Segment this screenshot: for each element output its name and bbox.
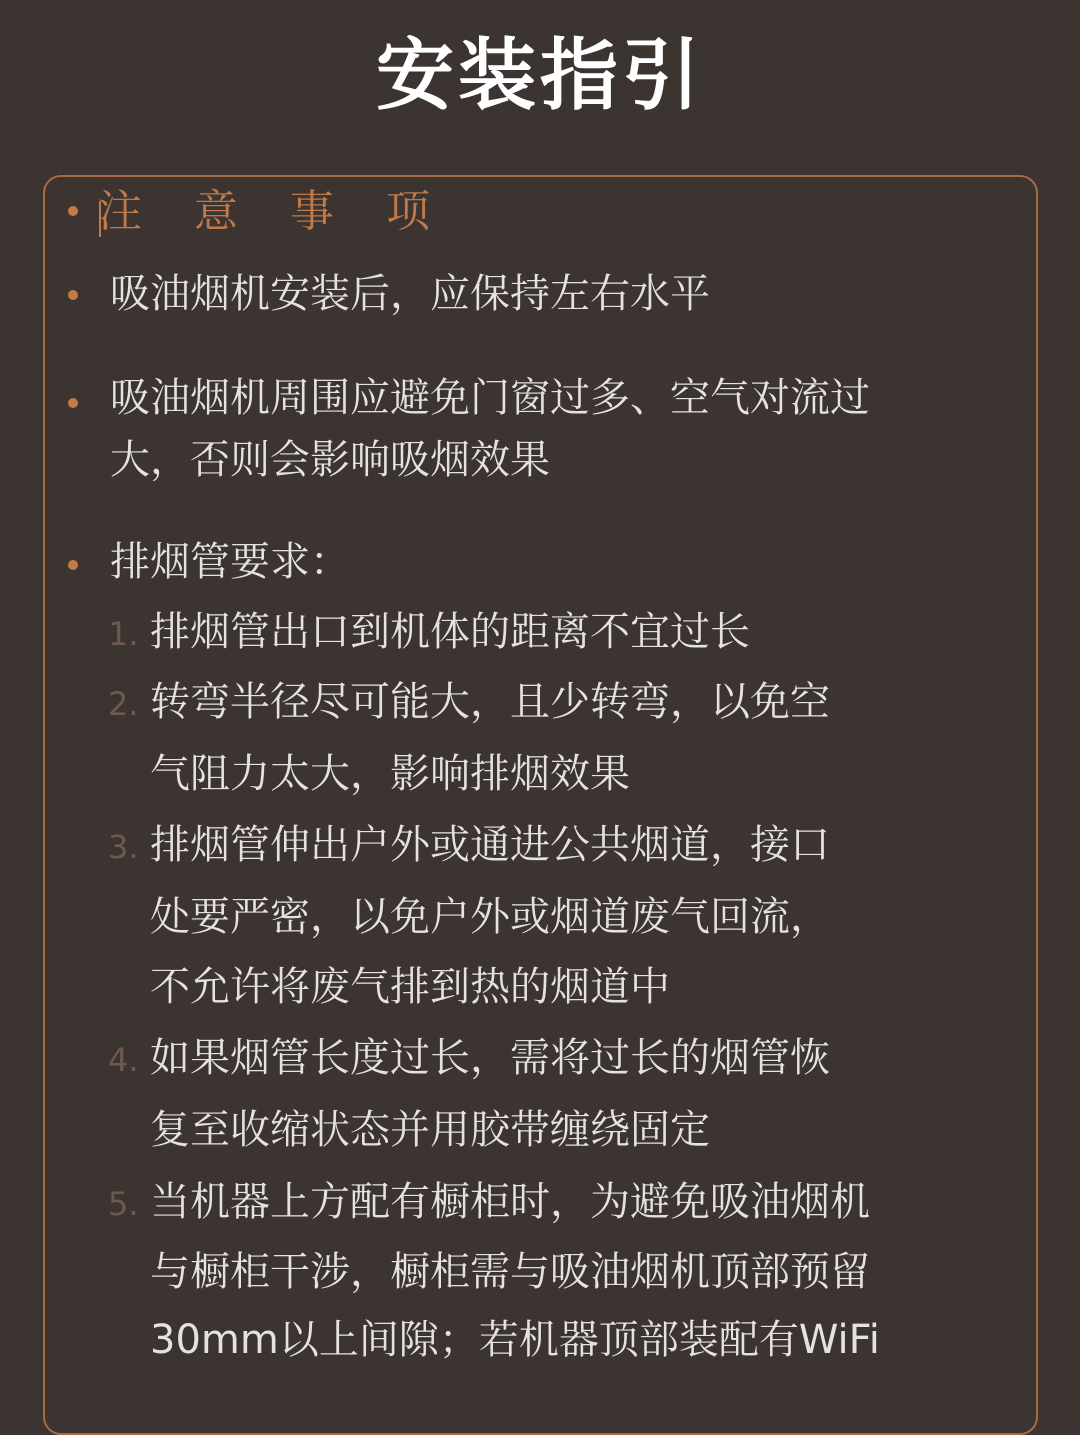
requirement-number: 5. (108, 1185, 139, 1223)
requirement-number: 2. (108, 685, 139, 723)
page-title: 安装指引 (375, 31, 704, 121)
requirement-number: 4. (108, 1041, 139, 1079)
requirement-number: 3. (108, 828, 139, 866)
requirement-text: 排烟管伸出户外或通进公共烟道，接口 (150, 822, 830, 868)
bullet-dot (68, 290, 78, 300)
bullet-dot (68, 560, 78, 570)
requirement-text: 当机器上方配有橱柜时，为避免吸油烟机 (150, 1179, 870, 1225)
bullet-text: 大，否则会影响吸烟效果 (110, 437, 550, 483)
bullet-text: 吸油烟机安装后，应保持左右水平 (110, 271, 710, 317)
requirement-number: 1. (108, 615, 139, 653)
bullet-text: 吸油烟机周围应避免门窗过多、空气对流过 (110, 375, 870, 421)
requirement-text: 复至收缩状态并用胶带缠绕固定 (150, 1107, 710, 1153)
bullet-text: 排烟管要求： (110, 539, 350, 585)
requirement-text: 30mm以上间隙；若机器顶部装配有WiFi (150, 1317, 880, 1363)
requirement-text: 与橱柜干涉，橱柜需与吸油烟机顶部预留 (150, 1249, 870, 1295)
requirement-text: 气阻力太大，影响排烟效果 (150, 751, 630, 797)
notice-card (43, 175, 1038, 1435)
notice-heading: 注意事项 (98, 186, 482, 237)
requirement-text: 转弯半径尽可能大，且少转弯，以免空 (150, 679, 830, 725)
requirement-text: 处要严密，以免户外或烟道废气回流， (150, 894, 830, 940)
bullet-dot (68, 398, 78, 408)
requirement-text: 排烟管出口到机体的距离不宜过长 (150, 609, 750, 655)
requirement-text: 不允许将废气排到热的烟道中 (150, 964, 670, 1010)
requirement-text: 如果烟管长度过长，需将过长的烟管恢 (150, 1035, 830, 1081)
heading-bullet (68, 206, 78, 216)
